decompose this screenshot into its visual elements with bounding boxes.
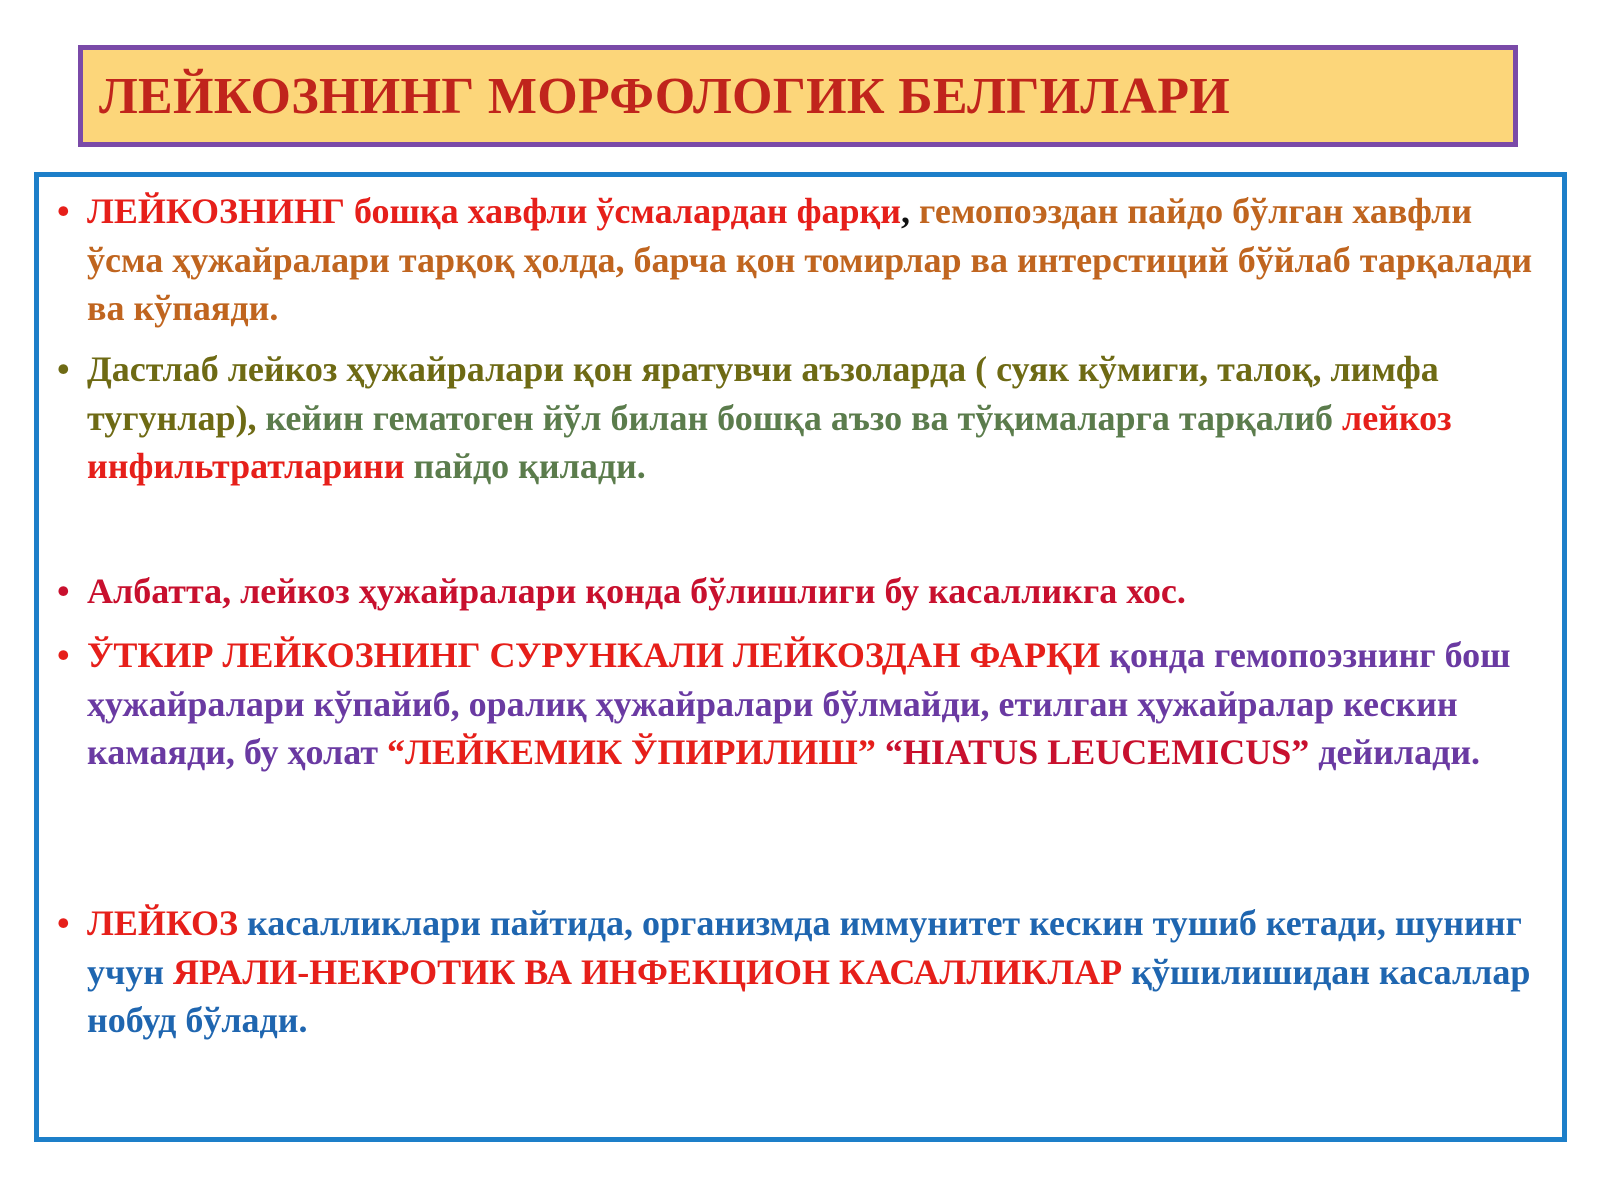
bullet-item-5 (57, 899, 1547, 1045)
bullet-text-2 (87, 345, 1547, 491)
bullet-1-part-3: гемопоэздан пайдо бўлган хавфли ўсма ҳужайралари тарқоқ ҳолда, барча қон томирлар ва интерстиций бўйлаб тарқалади ва кўпаяди. (87, 191, 1533, 328)
bullet-1-part-1: ЛЕЙКОЗНИНГ бошқа хавфли ўсмалардан фарқи (87, 191, 902, 231)
bullet-item-2 (57, 345, 1547, 491)
bullet-item-4 (57, 631, 1547, 777)
bullet-dot: • (57, 903, 70, 943)
bullet-text-4 (87, 631, 1547, 777)
bullet-5-part-4: қўшилишидан касаллар нобуд бўлади. (87, 951, 1531, 1040)
bullet-2-part-4: пайдо қилади. (404, 446, 646, 486)
bullet-4-part-6: дейилади. (1309, 732, 1481, 772)
bullet-dot: • (57, 571, 70, 611)
bullet-5-part-1: ЛЕЙКОЗ (87, 903, 239, 943)
bullet-4-part-1: ЎТКИР ЛЕЙКОЗНИНГ СУРУНКАЛИ ЛЕЙКОЗДАН ФАРҚИ (87, 635, 1101, 675)
bullet-4-part-4 (876, 732, 885, 772)
bullet-4-part-3: “ЛЕЙКЕМИК ЎПИРИЛИШ” (387, 732, 876, 772)
bullet-3-part-1: Албатта, лейкоз ҳужайралари қонда бўлишлиги бу касалликга хос. (87, 571, 1186, 611)
bullet-dot: • (57, 191, 70, 231)
bullet-text-1 (87, 187, 1547, 333)
bullet-dot: • (57, 349, 70, 389)
bullet-text-3 (87, 567, 1547, 616)
bullet-2-part-1: Дастлаб лейкоз ҳужайралари қон яратувчи аъзоларда ( суяк кўмиги, талоқ, лимфа тугунлар), (87, 349, 1439, 438)
bullet-4-part-2: қонда гемопоэзнинг бош ҳужайралари кўпайиб, оралиқ ҳужайралари бўлмайди, етилган ҳужайралар кескин камаяди, бу ҳолат (87, 635, 1511, 772)
bullet-dot: • (57, 635, 70, 675)
bullet-item-3 (57, 567, 1547, 616)
bullet-2-part-2: кейин гематоген йўл билан бошқа аъзо ва тўқималарга тарқалиб (265, 397, 1342, 438)
slide-title: ЛЕЙКОЗНИНГ МОРФОЛОГИК БЕЛГИЛАРИ (99, 67, 1231, 125)
bullet-5-part-2: касалликлари пайтида, организмда иммунитет кескин тушиб кетади, шунинг учун (87, 903, 1522, 992)
bullet-item-1 (57, 187, 1547, 333)
bullet-5-part-3: ЯРАЛИ-НЕКРОТИК ВА ИНФЕКЦИОН КАСАЛЛИКЛАР (173, 951, 1123, 992)
bullet-1-part-2: , (901, 191, 920, 231)
slide-title-box (78, 45, 1518, 147)
bullet-4-part-5: “HIATUS LEUCEMICUS” (884, 732, 1310, 772)
slide-content-box (34, 172, 1567, 1142)
bullet-text-5 (87, 899, 1547, 1045)
bullet-2-part-3: лейкоз инфильтратларини (87, 397, 1452, 486)
